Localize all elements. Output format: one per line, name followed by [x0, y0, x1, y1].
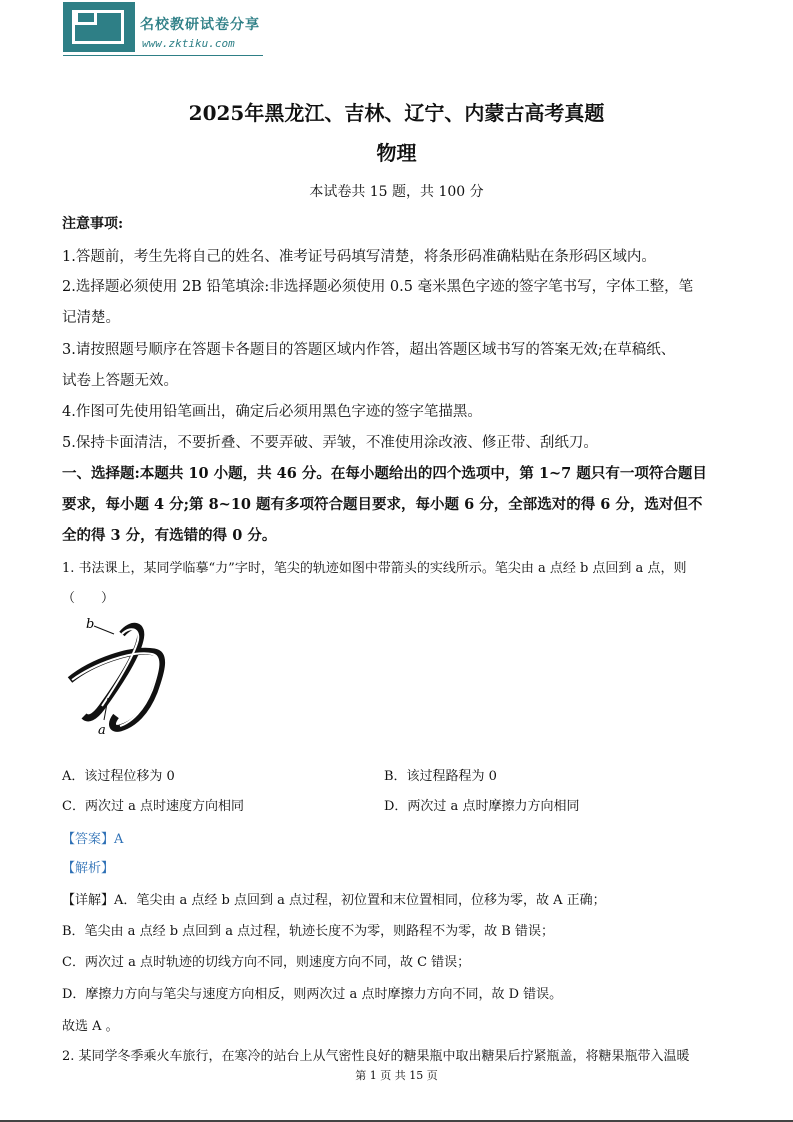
logo-frame-inner	[75, 10, 97, 25]
option-c: C．两次过 a 点时速度方向相同	[62, 799, 244, 814]
note-item: 3.请按照题号顺序在答题卡各题目的答题区域内作答，超出答题区域书写的答案无效;在草稿纸、	[62, 342, 676, 358]
logo-name: 名校教研试卷分享	[140, 17, 260, 33]
logo-divider	[63, 55, 263, 56]
section-heading: 全的得 3 分，有选错的得 0 分。	[62, 527, 277, 544]
note-item: 试卷上答题无效。	[62, 373, 178, 389]
calligraphy-figure	[62, 612, 172, 742]
option-b: B．该过程路程为 0	[384, 769, 497, 784]
analysis-tag: 【解析】	[62, 861, 115, 876]
note-item: 5.保持卡面清洁，不要折叠、不要弄破、弄皱，不准使用涂改液、修正带、刮纸刀。	[62, 435, 598, 451]
logo-url: www.zktiku.com	[142, 37, 235, 50]
detail-line: 【详解】A．笔尖由 a 点经 b 点回到 a 点过程，初位置和末位置相同，位移为零，故 A 正确；	[62, 893, 606, 908]
q1-stem-blank: （ ）	[62, 591, 115, 606]
notes-heading: 注意事项:	[62, 216, 124, 232]
label-a: a	[98, 723, 106, 738]
exam-title: 2025年黑龙江、吉林、辽宁、内蒙古高考真题	[188, 101, 605, 125]
answer-tag: 【答案】A	[62, 832, 124, 847]
character-stroke-outline	[70, 626, 162, 728]
detail-line: D．摩擦力方向与笔尖与速度方向相反，则两次过 a 点时摩擦力方向不同，故 D 错误。	[62, 987, 563, 1002]
logo	[63, 2, 135, 52]
option-d: D．两次过 a 点时摩擦力方向相同	[384, 799, 580, 814]
exam-info: 本试卷共 15 题，共 100 分	[309, 184, 484, 200]
label-b-pointer	[94, 626, 114, 634]
detail-conclusion: 故选 A 。	[62, 1019, 119, 1034]
detail-line: B．笔尖由 a 点经 b 点回到 a 点过程，轨迹长度不为零，则路程不为零，故 B 错误；	[62, 924, 554, 939]
section-heading: 一、选择题:本题共 10 小题，共 46 分。在每小题给出的四个选项中，第 1~7 题只有一项符合题目	[62, 465, 707, 482]
section-heading: 要求，每小题 4 分;第 8~10 题有多项符合题目要求，每小题 6 分，全部选对的得 6 分，选对但不	[62, 496, 703, 513]
exam-subject: 物理	[376, 141, 417, 165]
note-item: 4.作图可先使用铅笔画出，确定后必须用黑色字迹的签字笔描黑。	[62, 404, 482, 420]
note-item: 1.答题前，考生先将自己的姓名、准考证号码填写清楚，将条形码准确粘贴在条形码区域内。	[62, 249, 656, 265]
note-item: 记清楚。	[62, 310, 120, 326]
note-item: 2.选择题必须使用 2B 铅笔填涂:非选择题必须使用 0.5 毫米黑色字迹的签字笔书写，字体工整，笔	[62, 279, 694, 295]
page-footer: 第 1 页 共 15 页	[355, 1069, 438, 1082]
label-b: b	[86, 617, 95, 632]
q1-stem: 1. 书法课上，某同学临摹“力”字时，笔尖的轨迹如图中带箭头的实线所示。笔尖由 a 点经 b 点回到 a 点，则	[62, 561, 687, 576]
q2-stem: 2. 某同学冬季乘火车旅行，在寒冷的站台上从气密性良好的糖果瓶中取出糖果后拧紧瓶盖，将糖果瓶带入温暖	[62, 1049, 690, 1064]
option-a: A．该过程位移为 0	[62, 769, 175, 784]
detail-line: C．两次过 a 点时轨迹的切线方向不同，则速度方向不同，故 C 错误；	[62, 955, 471, 970]
